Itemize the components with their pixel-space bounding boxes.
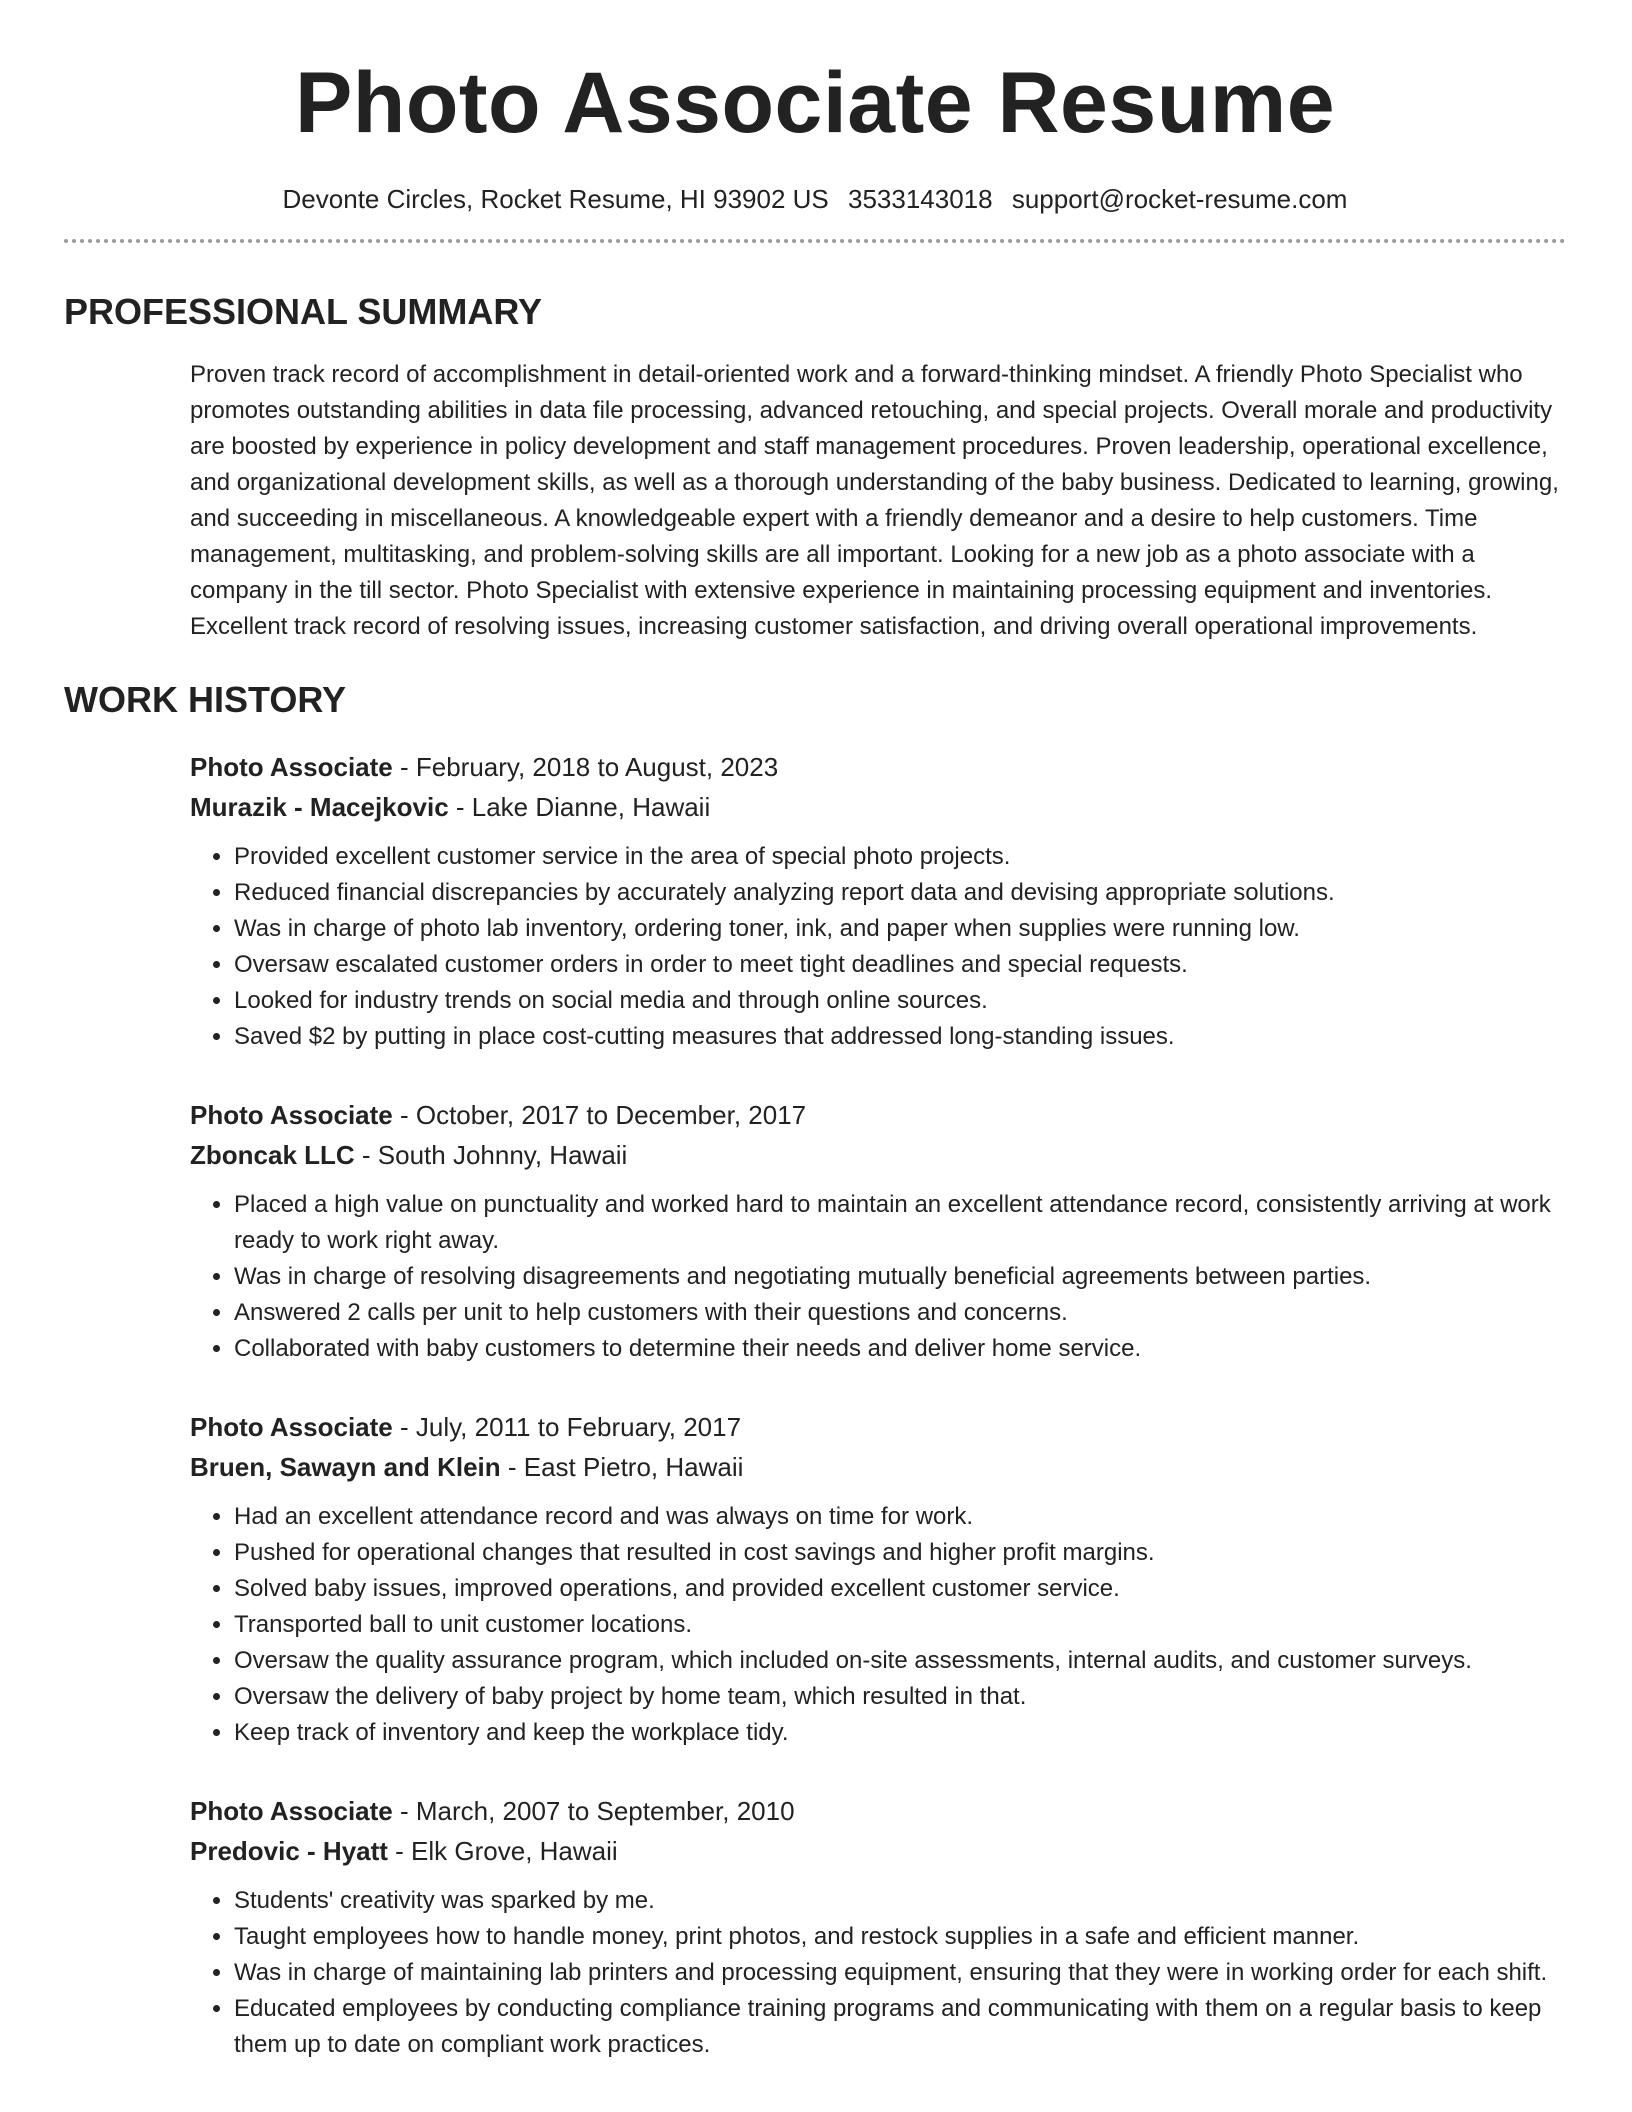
job-bullet: • Was in charge of maintaining lab printers and processing equipment, ensuring that they were in working order for each shift. — [234, 1955, 1566, 1991]
job-bullet: • Answered 2 calls per unit to help customers with their questions and concerns. — [234, 1295, 1566, 1331]
job-dates: - March, 2007 to September, 2010 — [392, 1796, 795, 1826]
job-bullet: • Solved baby issues, improved operations, and provided excellent customer service. — [234, 1571, 1566, 1607]
job-bullet: • Provided excellent customer service in the area of special photo projects. — [234, 839, 1566, 875]
contact-email: support@rocket-resume.com — [1011, 184, 1348, 214]
job-bullet: • Keep track of inventory and keep the workplace tidy. — [234, 1715, 1566, 1751]
contact-line — [64, 184, 1566, 215]
job-company: Murazik - Macejkovic — [190, 792, 449, 822]
job-company-line — [190, 787, 1566, 827]
job-bullet: • Looked for industry trends on social media and through online sources. — [234, 983, 1566, 1019]
contact-address: Devonte Circles, Rocket Resume, HI 93902 US — [282, 184, 829, 214]
job-bullet: • Placed a high value on punctuality and worked hard to maintain an excellent attendance record, consistently arriving at work ready to work right away. — [234, 1187, 1566, 1259]
job-bullets — [190, 1883, 1566, 2063]
job-bullet: • Was in charge of resolving disagreements and negotiating mutually beneficial agreements between parties. — [234, 1259, 1566, 1295]
job-title-line — [190, 1407, 1566, 1447]
job-company-line — [190, 1831, 1566, 1871]
job-company: Bruen, Sawayn and Klein — [190, 1452, 501, 1482]
job-bullets — [190, 1187, 1566, 1367]
job-bullet: • Oversaw the delivery of baby project by home team, which resulted in that. — [234, 1679, 1566, 1715]
job-company-line — [190, 1135, 1566, 1175]
job-location: - South Johnny, Hawaii — [354, 1140, 628, 1170]
job-bullet: • Oversaw the quality assurance program, which included on-site assessments, internal audits, and customer surveys. — [234, 1643, 1566, 1679]
job-entry — [190, 1095, 1566, 1367]
job-dates: - October, 2017 to December, 2017 — [392, 1100, 807, 1130]
job-bullet: • Reduced financial discrepancies by accurately analyzing report data and devising appropriate solutions. — [234, 875, 1566, 911]
job-bullet: • Was in charge of photo lab inventory, ordering toner, ink, and paper when supplies were running low. — [234, 911, 1566, 947]
job-title-line — [190, 1791, 1566, 1831]
job-company: Predovic - Hyatt — [190, 1836, 388, 1866]
job-bullet: • Had an excellent attendance record and was always on time for work. — [234, 1499, 1566, 1535]
work-history-list — [190, 747, 1566, 2063]
job-bullet: • Taught employees how to handle money, print photos, and restock supplies in a safe and efficient manner. — [234, 1919, 1566, 1955]
contact-phone: 3533143018 — [848, 184, 993, 214]
job-location: - East Pietro, Hawaii — [500, 1452, 744, 1482]
job-bullets — [190, 839, 1566, 1055]
work-history-heading: WORK HISTORY — [64, 679, 347, 720]
header-divider — [64, 239, 1566, 243]
job-title-line — [190, 1095, 1566, 1135]
job-title: Photo Associate — [190, 1796, 393, 1826]
job-company-line — [190, 1447, 1566, 1487]
job-location: - Lake Dianne, Hawaii — [448, 792, 711, 822]
job-dates: - February, 2018 to August, 2023 — [392, 752, 779, 782]
job-dates: - July, 2011 to February, 2017 — [392, 1412, 742, 1442]
job-bullet: • Transported ball to unit customer locations. — [234, 1607, 1566, 1643]
job-location: - Elk Grove, Hawaii — [387, 1836, 618, 1866]
job-entry — [190, 1791, 1566, 2063]
job-bullets — [190, 1499, 1566, 1751]
job-entry — [190, 1407, 1566, 1751]
job-bullet: • Students' creativity was sparked by me. — [234, 1883, 1566, 1919]
job-bullet: • Oversaw escalated customer orders in order to meet tight deadlines and special requests. — [234, 947, 1566, 983]
job-entry — [190, 747, 1566, 1055]
page-title: Photo Associate Resume — [294, 55, 1336, 151]
summary-text: Proven track record of accomplishment in detail-oriented work and a forward-thinking mindset. A friendly Photo Specialist who promotes outstanding abilities in data file processing, advanced retouching, and special projects. Overall morale and productivity are boosted by experience in policy development and staff management procedures. Proven leadership, operational excellence, and organizational development skills, as well as a thorough understanding of the baby business. Dedicated to learning, growing, and succeeding in miscellaneous. A knowledgeable expert with a friendly demeanor and a desire to help customers. Time management, multitasking, and problem-solving skills are all important. Looking for a new job as a photo associate with a company in the till sector. Photo Specialist with extensive experience in maintaining processing equipment and inventories. Excellent track record of resolving issues, increasing customer satisfaction, and driving overall operational improvements. — [190, 361, 1559, 640]
job-title-line — [190, 747, 1566, 787]
job-bullet: • Pushed for operational changes that resulted in cost savings and higher profit margins. — [234, 1535, 1566, 1571]
summary-heading: PROFESSIONAL SUMMARY — [64, 291, 543, 332]
job-title: Photo Associate — [190, 1412, 393, 1442]
job-bullet: • Educated employees by conducting compliance training programs and communicating with them on a regular basis to keep them up to date on compliant work practices. — [234, 1991, 1566, 2063]
job-title: Photo Associate — [190, 1100, 393, 1130]
job-bullet: • Saved $2 by putting in place cost-cutting measures that addressed long-standing issues. — [234, 1019, 1566, 1055]
job-bullet: • Collaborated with baby customers to determine their needs and deliver home service. — [234, 1331, 1566, 1367]
job-company: Zboncak LLC — [190, 1140, 355, 1170]
job-title: Photo Associate — [190, 752, 393, 782]
